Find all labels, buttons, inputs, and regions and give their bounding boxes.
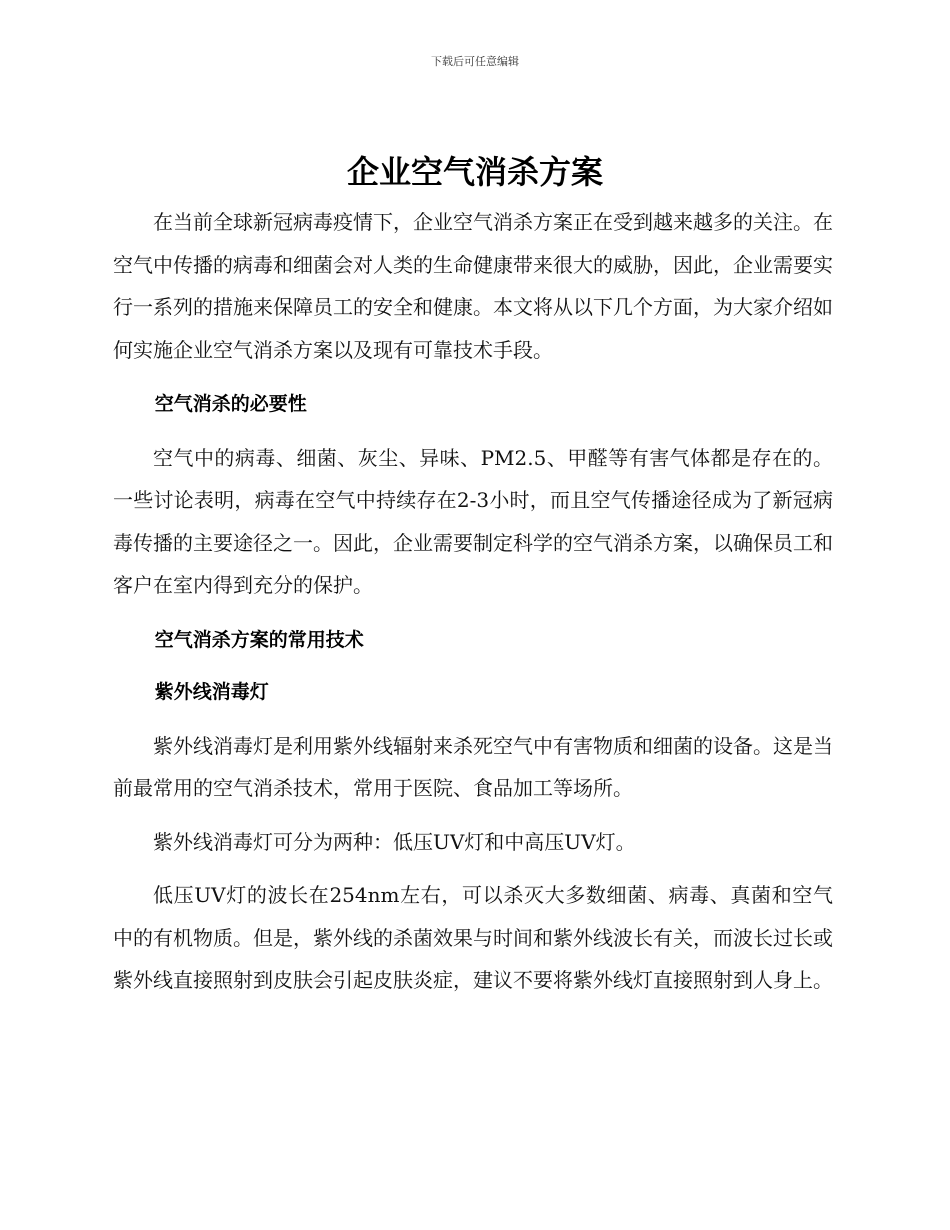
header-note: 下载后可任意编辑 bbox=[431, 55, 519, 68]
intro-paragraph: 在当前全球新冠病毒疫情下，企业空气消杀方案正在受到越来越多的关注。在空气中传播的病毒和细菌会对人类的生命健康带来很大的威胁，因此，企业需要实行一系列的措施来保障员工的安全和健康。本文将从以下几个方面，为大家介绍如何实施企业空气消杀方案以及现有可靠技术手段。 bbox=[113, 210, 833, 362]
section-heading-common-tech: 空气消杀方案的常用技术 bbox=[154, 628, 364, 651]
document-body bbox=[113, 201, 833, 1002]
uv-paragraph-3: 低压UV灯的波长在254nm左右，可以杀灭大多数细菌、病毒、真菌和空气中的有机物质。但是，紫外线的杀菌效果与时间和紫外线波长有关，而波长过长或紫外线直接照射到皮肤会引起皮肤炎症，建议不要将紫外线灯直接照射到人身上。 bbox=[113, 883, 833, 992]
uv-paragraph-1: 紫外线消毒灯是利用紫外线辐射来杀死空气中有害物质和细菌的设备。这是当前最常用的空气消杀技术，常用于医院、食品加工等场所。 bbox=[113, 733, 833, 800]
necessity-paragraph: 空气中的病毒、细菌、灰尘、异味、PM2.5、甲醛等有害气体都是存在的。一些讨论表明，病毒在空气中持续存在2-3小时，而且空气传播途径成为了新冠病毒传播的主要途径之一。因此，企业需要制定科学的空气消杀方案，以确保员工和客户在室内得到充分的保护。 bbox=[113, 445, 833, 597]
subsection-heading-uv-lamp: 紫外线消毒灯 bbox=[154, 681, 269, 703]
document-title: 企业空气消杀方案 bbox=[346, 153, 603, 191]
uv-paragraph-2: 紫外线消毒灯可分为两种：低压UV灯和中高压UV灯。 bbox=[153, 829, 636, 854]
section-heading-necessity: 空气消杀的必要性 bbox=[154, 393, 307, 415]
